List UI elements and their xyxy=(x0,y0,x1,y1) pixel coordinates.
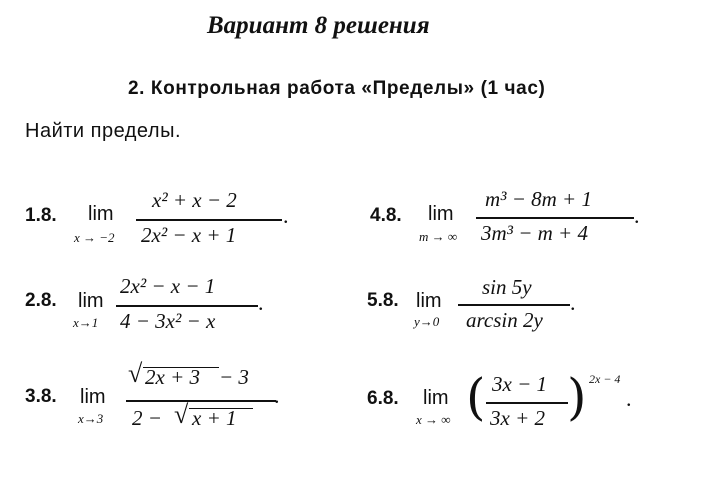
radicand: x + 1 xyxy=(192,406,237,430)
problem-number: 4.8. xyxy=(370,205,402,226)
instruction-text: Найти пределы. xyxy=(25,120,181,142)
fraction-bar xyxy=(136,219,282,221)
lim-operator: lim xyxy=(80,386,106,408)
end-period: . xyxy=(283,203,289,228)
left-parenthesis: ( xyxy=(466,368,486,426)
fraction-denominator: 2x² − x + 1 xyxy=(141,223,237,247)
end-period: . xyxy=(258,290,264,315)
sqrt-symbol: √ xyxy=(128,359,143,388)
radicand: 2x + 3 xyxy=(145,365,200,389)
fraction-numerator: x² + x − 2 xyxy=(152,188,237,212)
fraction-bar xyxy=(116,305,258,307)
sqrt-symbol: √ xyxy=(174,400,189,429)
problem-number: 5.8. xyxy=(367,290,399,311)
fraction-denominator: 3x + 2 xyxy=(490,406,545,430)
fraction-numerator: m³ − 8m + 1 xyxy=(485,187,592,211)
lim-operator: lim xyxy=(416,290,442,312)
limit-subscript: x→3 xyxy=(78,411,104,426)
work-title: 2. Контрольная работа «Пределы» (1 час) xyxy=(128,78,546,99)
fraction-numerator: sin 5y xyxy=(482,275,532,299)
limit-subscript: m → ∞ xyxy=(419,229,458,244)
numerator-rest: − 3 xyxy=(219,365,249,389)
right-parenthesis: ) xyxy=(567,368,587,426)
problem-number: 3.8. xyxy=(25,386,57,407)
lim-operator: lim xyxy=(78,290,104,312)
limit-subscript: x → −2 xyxy=(74,230,115,245)
exponent: 2x − 4 xyxy=(589,372,621,386)
lim-operator: lim xyxy=(428,203,454,225)
end-period: . xyxy=(570,290,576,315)
fraction-numerator: 2x² − x − 1 xyxy=(120,274,216,298)
fraction-bar xyxy=(458,304,570,306)
end-period: . xyxy=(274,383,280,408)
fraction-bar xyxy=(126,400,276,402)
fraction-bar xyxy=(486,402,568,404)
limit-subscript: x → ∞ xyxy=(416,412,451,427)
variant-title: Вариант 8 решения xyxy=(207,12,430,39)
lim-operator: lim xyxy=(423,387,449,409)
denominator-lead: 2 − xyxy=(132,406,162,430)
end-period: . xyxy=(626,386,632,411)
limit-subscript: y→0 xyxy=(414,314,440,329)
lim-operator: lim xyxy=(88,203,114,225)
fraction-denominator: 4 − 3x² − x xyxy=(120,309,216,333)
fraction-bar xyxy=(476,217,634,219)
fraction-denominator: arcsin 2y xyxy=(466,308,543,332)
problem-number: 1.8. xyxy=(25,205,57,226)
end-period: . xyxy=(634,203,640,228)
fraction-numerator: 3x − 1 xyxy=(492,372,547,396)
limit-subscript: x→1 xyxy=(73,315,99,330)
problem-number: 2.8. xyxy=(25,290,57,311)
fraction-denominator: 3m³ − m + 4 xyxy=(481,221,588,245)
problem-number: 6.8. xyxy=(367,388,399,409)
